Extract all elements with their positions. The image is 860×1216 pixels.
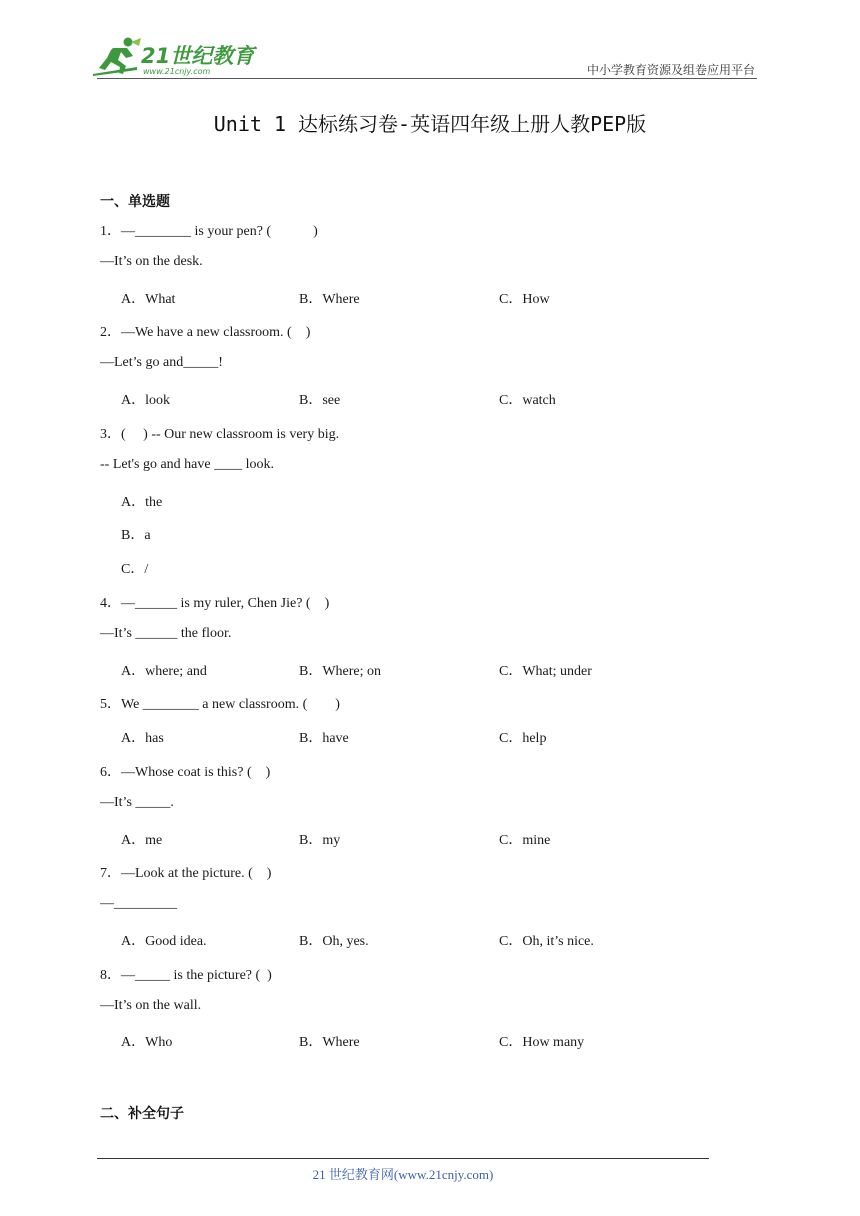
- question-stem: 6．—Whose coat is this? ( ): [100, 765, 271, 780]
- question-line: —Let’s go and_____!: [100, 355, 223, 370]
- option-b[interactable]: B．my: [299, 833, 341, 848]
- option-c[interactable]: C．How: [499, 292, 550, 307]
- option-c[interactable]: C．help: [499, 731, 547, 746]
- option-a[interactable]: A．look: [121, 393, 170, 408]
- header-divider: [97, 78, 757, 79]
- option-b[interactable]: B．Where; on: [299, 664, 382, 679]
- question-line: —It’s on the wall.: [100, 998, 202, 1013]
- option-c[interactable]: C．How many: [499, 1035, 585, 1050]
- logo: [93, 36, 263, 76]
- option-a[interactable]: A．the: [121, 495, 163, 510]
- question-stem: 5．We ________ a new classroom. ( ): [100, 697, 340, 712]
- option-b[interactable]: B．Oh, yes.: [299, 934, 369, 949]
- running-figure-icon: [93, 38, 141, 77]
- page-title: Unit 1 达标练习卷-英语四年级上册人教PEP版: [213, 112, 647, 136]
- option-c[interactable]: C．mine: [499, 833, 551, 848]
- logo-url: www.21cnjy.com: [143, 67, 211, 76]
- question-stem: 8．—_____ is the picture? ( ): [100, 968, 272, 983]
- option-c[interactable]: C．watch: [499, 393, 556, 408]
- option-a[interactable]: A．Who: [121, 1035, 173, 1050]
- option-c[interactable]: C．/: [121, 562, 149, 577]
- option-a[interactable]: A．What: [121, 292, 176, 307]
- option-a[interactable]: A．me: [121, 833, 163, 848]
- question-line: —It’s ______ the floor.: [100, 626, 232, 641]
- page-header: [0, 0, 860, 80]
- option-a[interactable]: A．where; and: [121, 664, 207, 679]
- question-stem: 2．—We have a new classroom. ( ): [100, 325, 311, 340]
- question-line: —It’s _____.: [100, 795, 174, 810]
- footer-divider: [97, 1158, 709, 1159]
- section-heading-complete-sentences: 二、补全句子: [100, 1106, 184, 1122]
- question-line: -- Let's go and have ____ look.: [100, 457, 274, 472]
- option-a[interactable]: A．has: [121, 731, 164, 746]
- option-b[interactable]: B．Where: [299, 292, 360, 307]
- footer-link[interactable]: 21 世纪教育网(www.21cnjy.com): [312, 1167, 494, 1182]
- question-line: —It’s on the desk.: [100, 254, 203, 269]
- option-c[interactable]: C．What; under: [499, 664, 592, 679]
- option-b[interactable]: B．Where: [299, 1035, 360, 1050]
- option-b[interactable]: B．have: [299, 731, 349, 746]
- question-stem: 7．—Look at the picture. ( ): [100, 866, 272, 881]
- option-b[interactable]: B．see: [299, 393, 341, 408]
- question-stem: 3．( ) -- Our new classroom is very big.: [100, 427, 340, 442]
- option-c[interactable]: C．Oh, it’s nice.: [499, 934, 594, 949]
- platform-label: 中小学教育资源及组卷应用平台: [586, 63, 755, 77]
- question-line: —_________: [100, 896, 177, 911]
- question-stem: 4．—______ is my ruler, Chen Jie? ( ): [100, 596, 330, 611]
- logo-text: 21世纪教育: [141, 44, 255, 68]
- option-b[interactable]: B．a: [121, 528, 151, 543]
- question-stem: 1．—________ is your pen? ( ): [100, 224, 318, 239]
- section-heading-single-choice: 一、单选题: [100, 194, 170, 210]
- option-a[interactable]: A．Good idea.: [121, 934, 207, 949]
